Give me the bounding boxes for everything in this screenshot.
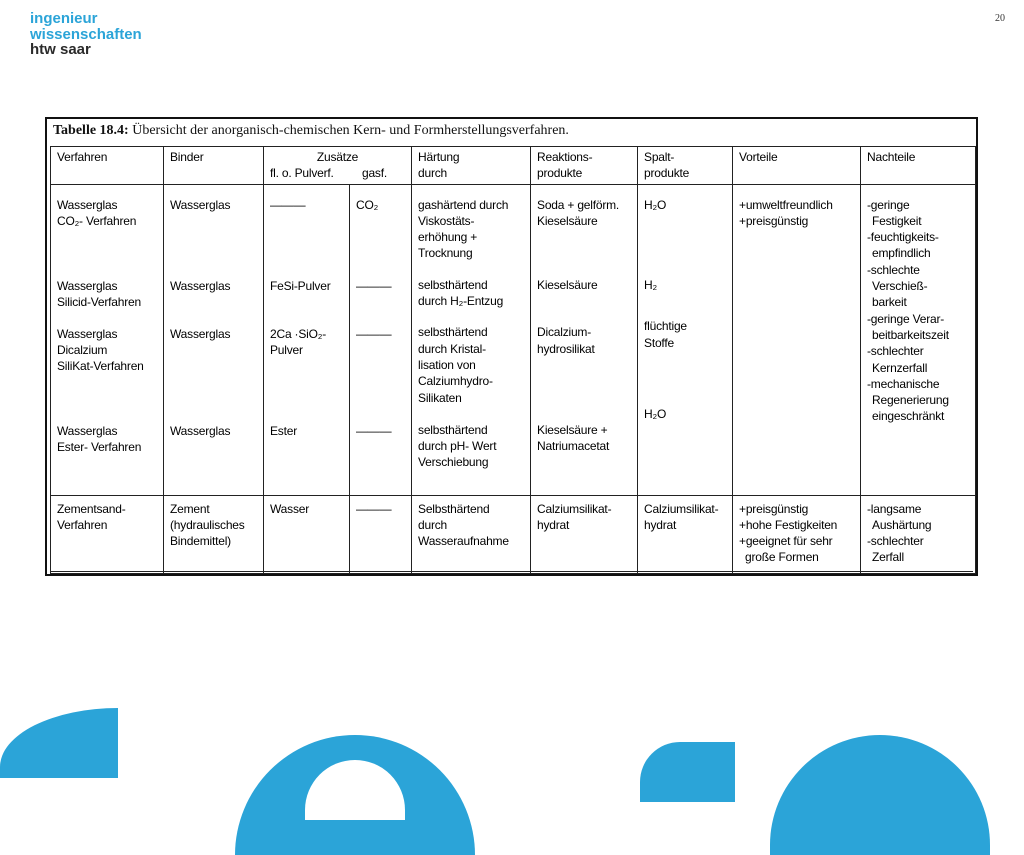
- text: +preisgünstig: [739, 501, 809, 516]
- text: flüchtige: [644, 319, 687, 334]
- text: Kieselsäure +: [537, 422, 608, 437]
- text: SiliKat-Verfahren: [57, 359, 144, 374]
- text: Wasser: [270, 501, 310, 516]
- text: Natriumacetat: [537, 439, 610, 454]
- text: Dicalzium: [57, 342, 108, 357]
- header-spalt-1: Spalt-: [644, 150, 675, 164]
- text: durch Kristal-: [418, 341, 486, 356]
- text: FeSi-Pulver: [270, 279, 331, 294]
- header-reaktion-1: Reaktions-: [537, 150, 593, 164]
- text: selbsthärtend: [418, 277, 488, 292]
- text: Zerfall: [872, 550, 904, 565]
- text: Zementsand-: [57, 501, 126, 516]
- page-number: 20: [995, 13, 1005, 24]
- text: lisation von: [418, 357, 476, 372]
- text: ———: [356, 279, 392, 294]
- text: Wasserglas: [57, 326, 118, 341]
- text: Kieselsäure: [537, 213, 598, 228]
- text: -schlechte: [867, 262, 920, 277]
- text: H₂: [644, 277, 657, 292]
- text: ———: [356, 424, 392, 439]
- text: gashärtend durch: [418, 197, 509, 212]
- cell-zement-gas: [350, 495, 412, 573]
- header-zusaetze-gas: gasf.: [361, 166, 388, 181]
- htw-saar-logo: [30, 11, 142, 58]
- header-haertung-2: durch: [418, 166, 448, 181]
- text: hydrat: [537, 517, 570, 532]
- text: Kernzerfall: [872, 360, 928, 375]
- text: -schlechter: [867, 344, 924, 359]
- zement-row: [51, 495, 976, 573]
- text: Aushärtung: [872, 517, 932, 532]
- text: Wasserglas: [57, 279, 118, 294]
- text: (hydraulisches: [170, 517, 245, 532]
- text: Festigkeit: [872, 213, 922, 228]
- cell-zement-nachteile: [861, 495, 976, 573]
- text: Ester- Verfahren: [57, 440, 142, 455]
- header-nachteile: Nachteile: [861, 147, 976, 185]
- cell-nachteile: [861, 184, 976, 495]
- text: ———: [356, 501, 392, 516]
- text: Calziumsilikat-: [644, 501, 719, 516]
- cell-zement-reaktion: [531, 495, 638, 573]
- text: hydrosilikat: [537, 341, 595, 356]
- wasserglas-row: [51, 184, 976, 495]
- caption-text: Übersicht der anorganisch-chemischen Kern- und Formherstellungsverfahren.: [132, 123, 569, 138]
- text: Verschieß-: [872, 279, 928, 294]
- table-bottom-rule: [50, 571, 973, 572]
- header-reaktion: [531, 147, 638, 185]
- text: -langsame: [867, 501, 922, 516]
- text: -feuchtigkeits-: [867, 230, 939, 245]
- text: Selbsthärtend: [418, 501, 490, 516]
- text: Calziumhydro-: [418, 374, 493, 389]
- decorative-arc-2: [770, 735, 990, 855]
- cell-spalt: [638, 184, 733, 495]
- text: empfindlich: [872, 246, 931, 261]
- text: Dicalzium-: [537, 325, 592, 340]
- logo-line-1: ingenieur: [30, 10, 98, 27]
- text: eingeschränkt: [872, 409, 945, 424]
- text: Wasserglas: [170, 279, 231, 294]
- text: Wasserglas: [57, 197, 118, 212]
- text: +geeignet für sehr: [739, 534, 833, 549]
- header-binder: Binder: [164, 147, 264, 185]
- text: durch H₂-Entzug: [418, 294, 504, 309]
- header-row: [51, 147, 976, 185]
- header-vorteile: Vorteile: [733, 147, 861, 185]
- text: Calziumsilikat-: [537, 501, 612, 516]
- text: Verschiebung: [418, 455, 489, 470]
- text: Stoffe: [644, 335, 674, 350]
- text: Wasserglas: [170, 326, 231, 341]
- text: durch pH- Wert: [418, 439, 497, 454]
- text: Wasserglas: [170, 197, 231, 212]
- text: -schlechter: [867, 534, 924, 549]
- text: ———: [270, 197, 306, 212]
- text: CO₂- Verfahren: [57, 213, 137, 228]
- header-haertung: [412, 147, 531, 185]
- cell-vorteile: [733, 184, 861, 495]
- logo-line-3: htw saar: [30, 41, 91, 58]
- text: Wasserglas: [170, 424, 231, 439]
- text: erhöhung +: [418, 230, 478, 245]
- text: selbsthärtend: [418, 325, 488, 340]
- text: Zement: [170, 501, 210, 516]
- text: ———: [356, 326, 392, 341]
- text: Kieselsäure: [537, 277, 598, 292]
- text: CO₂: [356, 197, 379, 212]
- text: Trocknung: [418, 246, 473, 261]
- cell-haertung: [412, 184, 531, 495]
- text: Pulver: [270, 342, 303, 357]
- text: durch: [418, 517, 448, 532]
- cell-pulver: [264, 184, 350, 495]
- cell-zement-binder: [164, 495, 264, 573]
- header-reaktion-2: produkte: [537, 166, 583, 181]
- header-zusaetze-sub: [270, 165, 405, 181]
- cell-zement-spalt: [638, 495, 733, 573]
- text: selbsthärtend: [418, 422, 488, 437]
- text: H₂O: [644, 406, 667, 421]
- header-zusaetze-pulver: fl. o. Pulverf.: [270, 166, 334, 181]
- text: Silikaten: [418, 390, 462, 405]
- header-spalt-2: produkte: [644, 166, 690, 181]
- header-verfahren: Verfahren: [51, 147, 164, 185]
- text: +umweltfreundlich: [739, 197, 833, 212]
- text: beitbarkeitszeit: [872, 327, 949, 342]
- text: Wasseraufnahme: [418, 534, 509, 549]
- cell-zement-verfahren: [51, 495, 164, 573]
- cell-gas: [350, 184, 412, 495]
- text: Wasserglas: [57, 424, 118, 439]
- cell-zement-pulver: [264, 495, 350, 573]
- cell-verfahren: [51, 184, 164, 495]
- logo-line-2: wissenschaften: [30, 25, 142, 43]
- text: Bindemittel): [170, 534, 231, 549]
- header-spalt: [638, 147, 733, 185]
- cell-reaktion: [531, 184, 638, 495]
- text: +hohe Festigkeiten: [739, 517, 838, 532]
- process-table: [45, 117, 978, 576]
- cell-zement-haertung: [412, 495, 531, 573]
- cell-zement-vorteile: [733, 495, 861, 573]
- table-caption: [53, 123, 569, 139]
- decorative-shape-mid: [640, 742, 735, 802]
- text: Regenerierung: [872, 393, 949, 408]
- text: 2Ca ·SiO₂-: [270, 326, 327, 341]
- text: Soda + gelförm.: [537, 197, 620, 212]
- text: hydrat: [644, 517, 677, 532]
- text: -geringe Verar-: [867, 311, 945, 326]
- text: große Formen: [745, 550, 819, 565]
- header-haertung-1: Härtung: [418, 150, 460, 164]
- text: Ester: [270, 424, 298, 439]
- text: Viskostäts-: [418, 213, 475, 228]
- data-table: [50, 146, 976, 574]
- caption-label: Tabelle 18.4:: [53, 123, 129, 138]
- header-zusaetze-title: Zusätze: [316, 150, 359, 164]
- cell-binder: [164, 184, 264, 495]
- text: Silicid-Verfahren: [57, 295, 141, 310]
- header-zusaetze: [264, 147, 412, 185]
- text: +preisgünstig: [739, 213, 809, 228]
- text: H₂O: [644, 197, 667, 212]
- text: -geringe: [867, 197, 910, 212]
- text: Verfahren: [57, 517, 108, 532]
- text: barkeit: [872, 295, 907, 310]
- text: -mechanische: [867, 376, 940, 391]
